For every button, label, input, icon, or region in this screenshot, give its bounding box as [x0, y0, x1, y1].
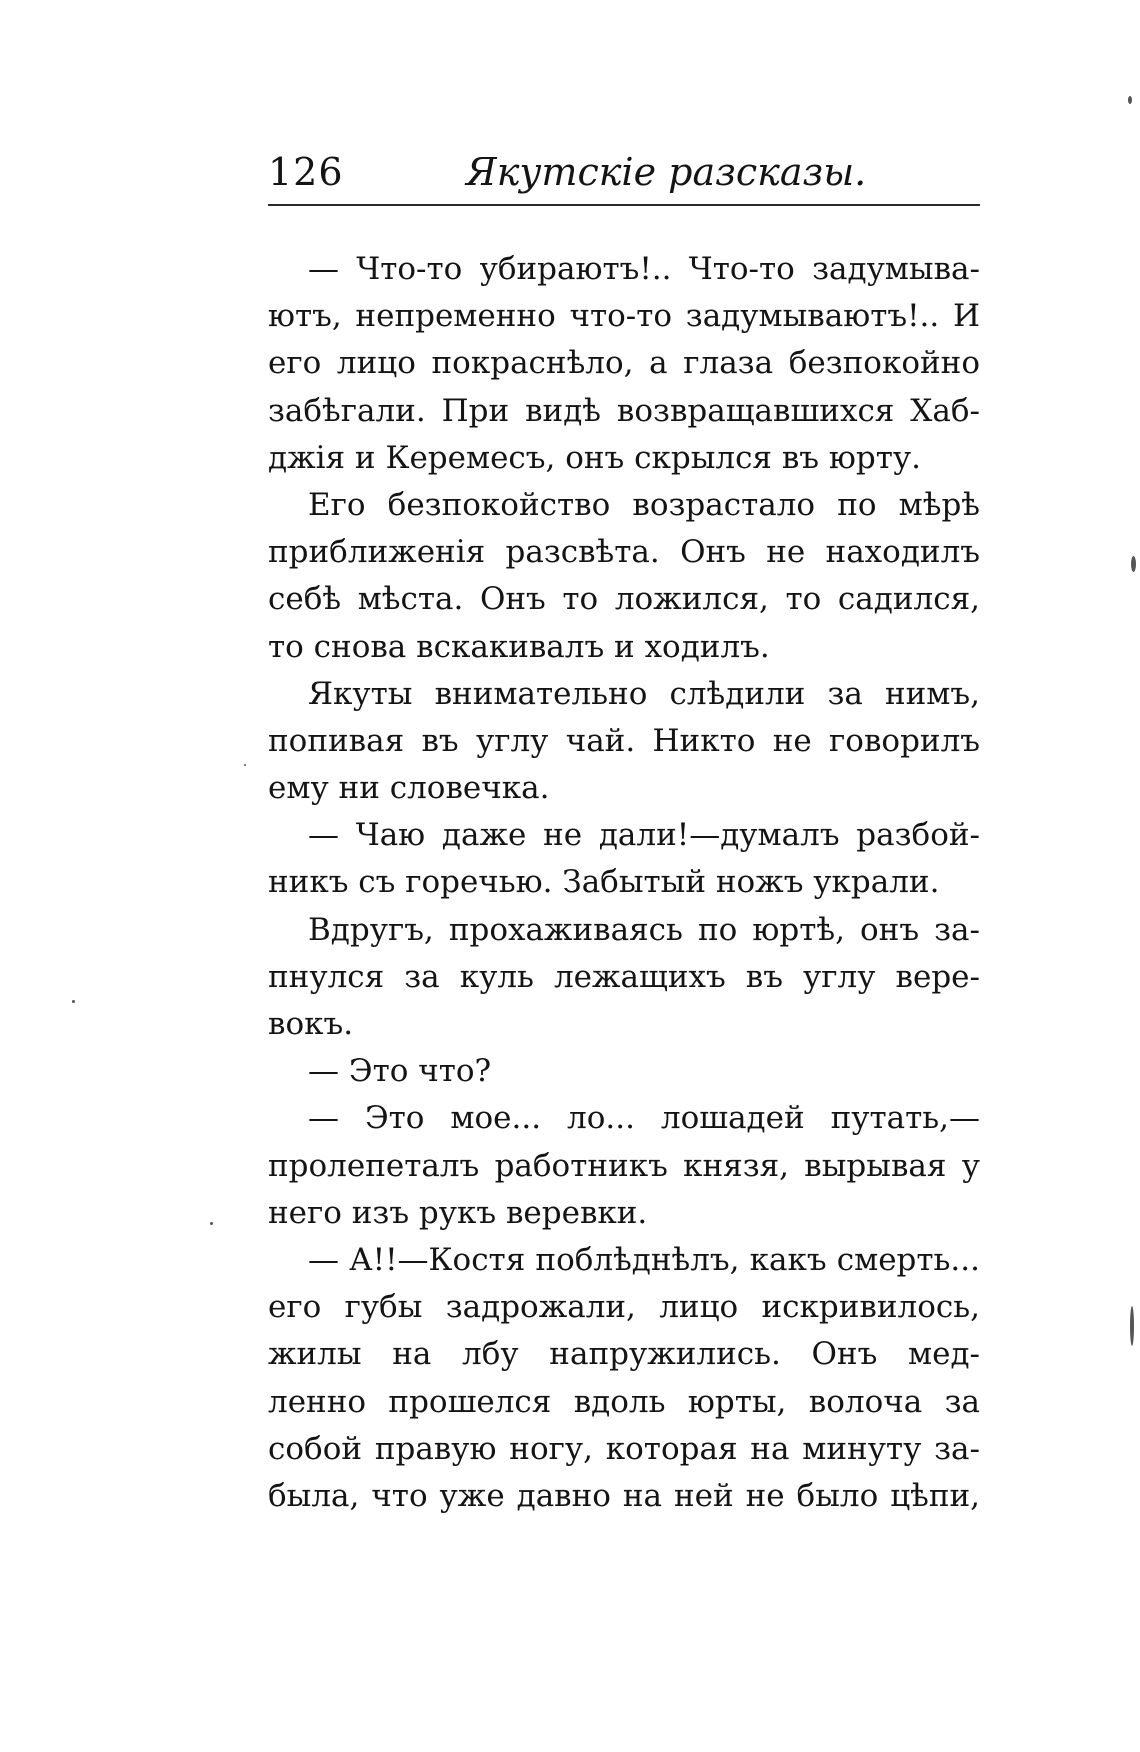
text-line: его лицо покраснѣло, а глаза безпокойно: [268, 345, 980, 382]
scan-speck: [1128, 96, 1132, 104]
text-line: себѣ мѣста. Онъ то ложился, то садился,: [268, 581, 980, 618]
text-line: Его безпокойство возрастало по мѣрѣ: [308, 486, 980, 523]
text-line: была, что уже давно на ней не было цѣпи,: [268, 1477, 980, 1514]
scan-speck: [244, 764, 246, 766]
text-line: ютъ, непременно что-то задумываютъ!.. И: [268, 298, 980, 335]
text-line: — Это что?: [308, 1053, 492, 1090]
text-line: Вдругъ, прохаживаясь по юртѣ, онъ за-: [308, 911, 980, 948]
text-line: ленно прошелся вдоль юрты, волоча за: [268, 1383, 980, 1420]
text-line: жилы на лбу напружились. Онъ мед-: [268, 1336, 980, 1373]
text-line: джія и Керемесъ, онъ скрылся въ юрту.: [268, 439, 921, 476]
text-line: забѣгали. При видѣ возвращавшихся Хаб-: [268, 392, 980, 429]
text-line: вокъ.: [268, 1006, 354, 1042]
text-line: собой правую ногу, которая на минуту за-: [268, 1430, 980, 1467]
text-line: пнулся за куль лежащихъ въ углу вере-: [268, 958, 980, 995]
header-rule: [268, 204, 980, 206]
text-line: приближенія разсвѣта. Онъ не находилъ: [268, 534, 980, 571]
scan-speck: [72, 1000, 75, 1003]
scan-speck: [1131, 556, 1136, 572]
body-text: [268, 246, 980, 1520]
scan-speck: [1130, 1306, 1134, 1346]
page-number: 126: [268, 150, 344, 194]
text-line: — Это мое... ло... лошадей путать,—: [308, 1100, 980, 1137]
text-line: него изъ рукъ веревки.: [268, 1194, 648, 1231]
running-title: Якутскіе разсказы.: [466, 150, 867, 194]
text-line: пролепеталъ работникъ князя, вырывая у: [268, 1147, 980, 1184]
text-line: попивая въ углу чай. Никто не говорилъ: [268, 722, 980, 759]
scan-speck: [210, 1222, 213, 1225]
text-line: — А!!—Костя поблѣднѣлъ, какъ смерть...: [308, 1241, 980, 1278]
text-line: никъ съ горечью. Забытый ножъ украли.: [268, 864, 940, 901]
text-line: его губы задрожали, лицо искривилось,: [268, 1289, 980, 1326]
page-header: [268, 142, 980, 202]
text-line: то снова вскакивалъ и ходилъ.: [268, 628, 770, 665]
text-line: ему ни словечка.: [268, 770, 550, 807]
text-line: — Чаю даже не дали!—думалъ разбой-: [308, 817, 980, 854]
text-line: Якуты внимательно слѣдили за нимъ,: [308, 675, 980, 712]
text-line: — Что-то убираютъ!.. Что-то задумыва-: [308, 251, 980, 287]
